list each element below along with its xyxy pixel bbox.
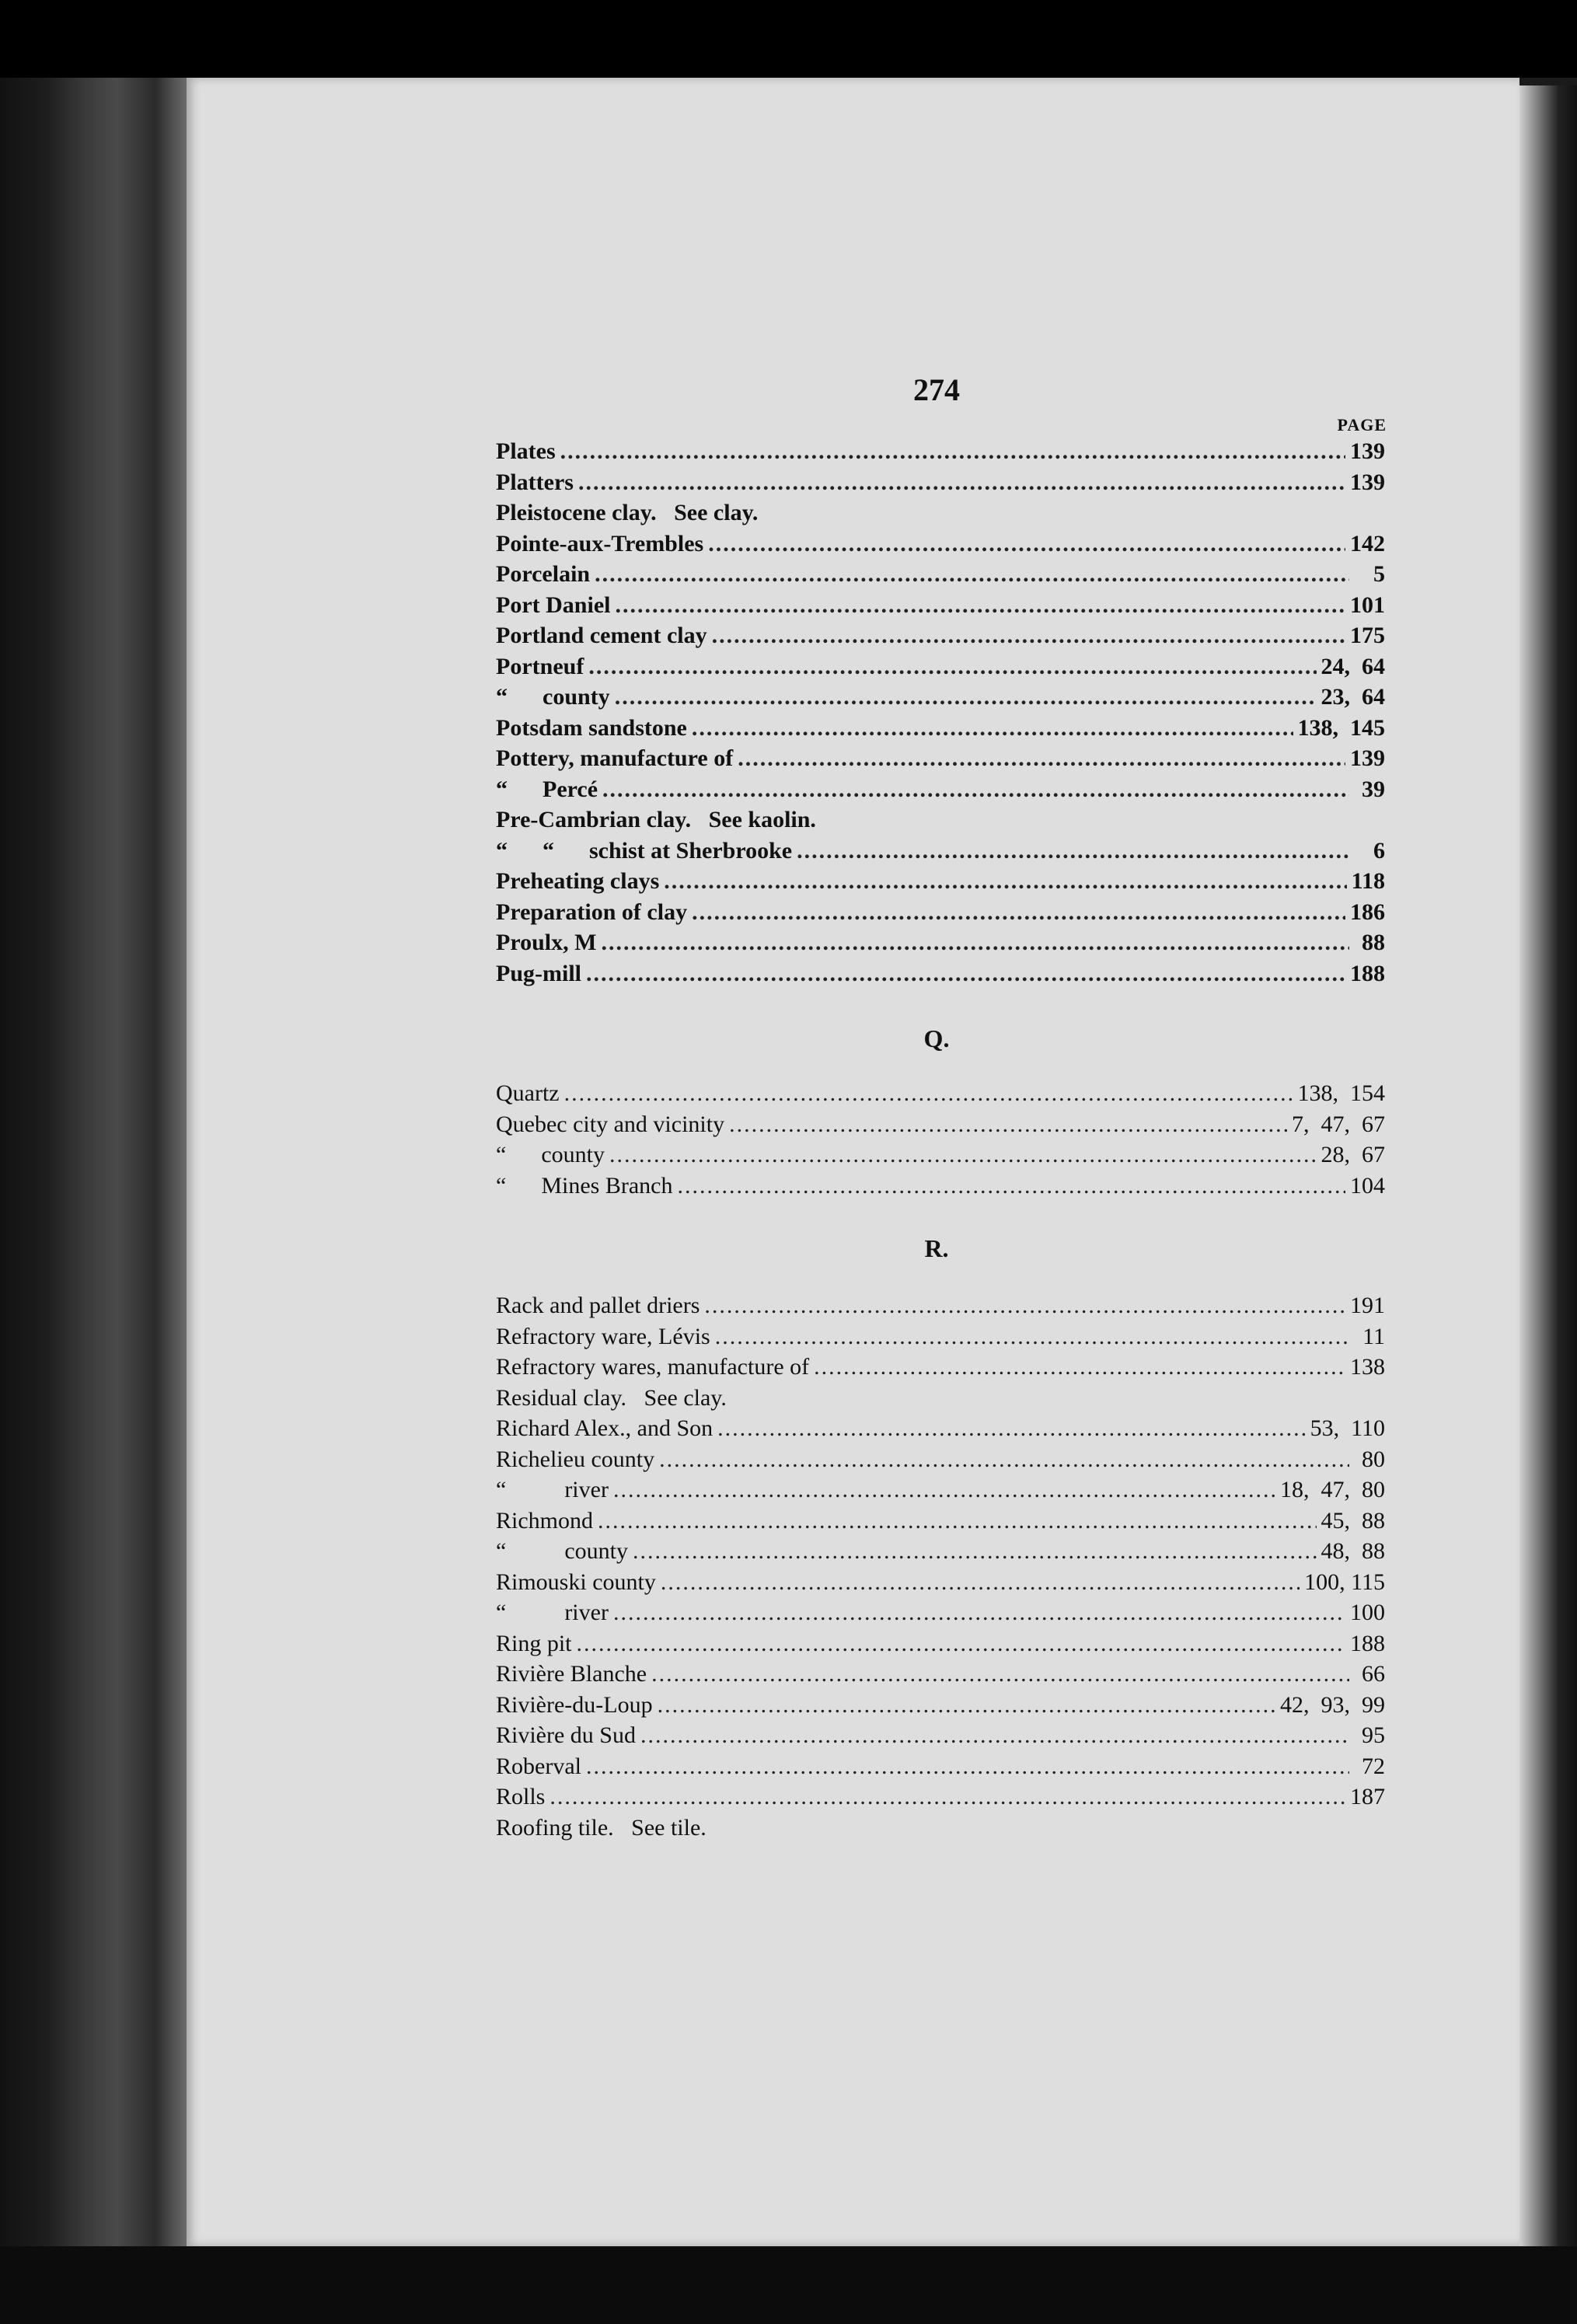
index-entry-term: Rimouski county — [496, 1569, 656, 1595]
index-entry-pages: 24, 64 — [1321, 653, 1385, 679]
index-entry-pages: 139 — [1350, 745, 1385, 771]
scan-background-bottom — [0, 2246, 1577, 2324]
dot-leader — [613, 1474, 1275, 1506]
index-entry-term: “ “ schist at Sherbrooke — [496, 837, 793, 864]
dot-leader — [692, 897, 1345, 928]
index-entry — [496, 620, 1390, 651]
index-section-r — [496, 1290, 1390, 1843]
dot-leader — [615, 590, 1345, 621]
index-entry — [496, 529, 1390, 560]
section-letter-q: Q. — [923, 1024, 950, 1052]
index-entry-term: Pug-mill — [496, 960, 581, 986]
dot-leader — [588, 651, 1316, 682]
index-entry — [496, 1751, 1390, 1782]
index-entry-pages: 187 — [1350, 1784, 1385, 1809]
dot-leader — [609, 1139, 1317, 1171]
index-entry-term: Port Daniel — [496, 591, 611, 618]
index-entry-term: Rolls — [496, 1784, 546, 1809]
index-entry — [496, 590, 1390, 621]
index-entry-term: Portneuf — [496, 653, 584, 679]
index-entry-term: Rivière Blanche — [496, 1661, 647, 1687]
index-entry-term: Portland cement clay — [496, 623, 707, 648]
index-entry — [496, 1171, 1390, 1202]
index-entry — [496, 1781, 1390, 1813]
dot-leader — [564, 1078, 1293, 1109]
scan-background-top — [0, 0, 1577, 78]
index-entry-term: “ Mines Branch — [496, 1172, 673, 1199]
dot-leader — [704, 1290, 1345, 1321]
page-number: 274 — [913, 372, 960, 407]
dot-leader — [797, 836, 1349, 867]
dot-leader — [601, 927, 1349, 958]
index-entry — [496, 436, 1390, 467]
dot-leader — [658, 1690, 1275, 1721]
dot-leader — [640, 1720, 1349, 1751]
index-entry-pages: 53, 110 — [1310, 1415, 1385, 1441]
index-entry-term: Preheating clays — [496, 868, 660, 894]
index-entry-pages: 191 — [1350, 1293, 1385, 1318]
dot-leader — [615, 682, 1317, 713]
index-entry — [496, 866, 1390, 897]
index-entry-term: Pre-Cambrian clay. See kaolin. — [496, 807, 816, 832]
index-entry — [496, 1567, 1390, 1598]
index-entry-term: “ county — [496, 1538, 628, 1564]
index-entry-term: Pleistocene clay. See clay. — [496, 500, 759, 525]
index-entry — [496, 804, 1390, 836]
index-entry — [496, 1139, 1390, 1171]
index-entry-pages: 5 — [1373, 561, 1385, 587]
index-entry-term: “ river — [496, 1477, 609, 1502]
index-entry-pages: 100 — [1350, 1600, 1385, 1625]
index-entry — [496, 1720, 1390, 1751]
index-entry-term: Quartz — [496, 1080, 560, 1106]
index-entry-pages: 100, 115 — [1304, 1569, 1385, 1595]
index-entry — [496, 1506, 1390, 1537]
index-entry-pages: 48, 88 — [1321, 1538, 1385, 1564]
index-entry-term: “ county — [496, 684, 610, 710]
index-entry-term: Platters — [496, 469, 574, 495]
dot-leader — [586, 1751, 1349, 1782]
dot-leader — [598, 1506, 1317, 1537]
index-entry-pages: 88 — [1362, 930, 1385, 955]
index-entry-pages: 23, 64 — [1321, 684, 1385, 710]
index-entry — [496, 1109, 1390, 1140]
dot-leader — [738, 743, 1345, 774]
dot-leader — [715, 1321, 1349, 1352]
index-entry — [496, 1383, 1390, 1414]
index-entry — [496, 1536, 1390, 1567]
index-entry-pages: 11 — [1362, 1323, 1385, 1349]
index-entry-pages: 118 — [1351, 868, 1385, 894]
index-entry-pages: 188 — [1350, 960, 1385, 986]
dot-leader — [659, 1444, 1349, 1475]
index-entry — [496, 1659, 1390, 1690]
index-entry — [496, 1290, 1390, 1321]
index-entry — [496, 927, 1390, 958]
index-entry-pages: 80 — [1362, 1446, 1385, 1472]
index-entry — [496, 467, 1390, 498]
dot-leader — [664, 866, 1346, 897]
index-entry-term: Richmond — [496, 1507, 593, 1534]
index-entry-term: Residual clay. See clay. — [496, 1384, 727, 1411]
index-entry-pages: 186 — [1350, 899, 1385, 925]
section-letter-r: R. — [924, 1234, 949, 1262]
index-entry-pages: 72 — [1362, 1753, 1385, 1779]
index-entry-pages: 28, 67 — [1321, 1142, 1385, 1167]
page-column-header: PAGE — [1337, 415, 1387, 434]
dot-leader — [712, 620, 1345, 651]
dot-leader — [661, 1567, 1300, 1598]
index-entry — [496, 1321, 1390, 1352]
index-entry — [496, 774, 1390, 805]
index-entry — [496, 559, 1390, 590]
index-entry-term: Potsdam sandstone — [496, 714, 687, 741]
index-entry — [496, 1352, 1390, 1383]
dot-leader — [717, 1413, 1305, 1444]
dot-leader — [578, 467, 1345, 498]
index-entry — [496, 836, 1390, 867]
index-entry-pages: 42, 93, 99 — [1280, 1691, 1385, 1718]
index-entry-pages: 139 — [1350, 438, 1385, 464]
index-entry-term: Pointe-aux-Trembles — [496, 530, 704, 557]
index-entry — [496, 958, 1390, 989]
index-entry-pages: 18, 47, 80 — [1280, 1477, 1385, 1502]
dot-leader — [550, 1781, 1345, 1813]
index-entry-term: Quebec city and vicinity — [496, 1111, 725, 1137]
index-entry — [496, 1474, 1390, 1506]
index-entry-pages: 66 — [1362, 1661, 1385, 1687]
dot-leader — [602, 774, 1349, 805]
index-entry-term: “ county — [496, 1142, 605, 1167]
index-entry-term: “ Percé — [496, 776, 598, 802]
index-entry — [496, 1690, 1390, 1721]
index-entry-pages: 6 — [1373, 837, 1385, 864]
dot-leader — [586, 958, 1345, 989]
index-entry-term: Rivière-du-Loup — [496, 1691, 653, 1718]
index-entry-term: Refractory ware, Lévis — [496, 1323, 710, 1349]
dot-leader — [613, 1597, 1345, 1628]
index-entry — [496, 1813, 1390, 1844]
index-section-p — [496, 436, 1390, 989]
index-entry — [496, 1597, 1390, 1628]
dot-leader — [595, 559, 1349, 590]
index-entry-pages: 104 — [1350, 1172, 1385, 1199]
index-entry-term: Plates — [496, 438, 556, 464]
dot-leader — [814, 1352, 1345, 1383]
index-entry-term: Ring pit — [496, 1630, 572, 1656]
dot-leader — [560, 436, 1345, 467]
dot-leader — [729, 1109, 1287, 1140]
index-section-q — [496, 1078, 1390, 1201]
index-entry-term: Pottery, manufacture of — [496, 745, 734, 771]
index-entry — [496, 682, 1390, 713]
index-entry-pages: 45, 88 — [1321, 1507, 1385, 1534]
dot-leader — [708, 529, 1345, 560]
index-entry — [496, 713, 1390, 744]
index-entry-pages: 142 — [1350, 530, 1385, 557]
index-entry-pages: 175 — [1350, 623, 1385, 648]
index-entry — [496, 1078, 1390, 1109]
index-entry — [496, 897, 1390, 928]
index-entry — [496, 497, 1390, 529]
index-entry-term: “ river — [496, 1600, 609, 1625]
index-entry — [496, 1628, 1390, 1659]
index-entry-pages: 138, 154 — [1297, 1080, 1385, 1106]
index-entry — [496, 1444, 1390, 1475]
index-entry-pages: 138 — [1350, 1354, 1385, 1380]
page-right-edge — [1519, 85, 1577, 2262]
index-entry-pages: 7, 47, 67 — [1292, 1111, 1385, 1137]
index-entry — [496, 651, 1390, 682]
dot-leader — [633, 1536, 1317, 1567]
index-entry-term: Richard Alex., and Son — [496, 1415, 713, 1441]
dot-leader — [677, 1171, 1345, 1202]
index-entry-term: Proulx, M — [496, 930, 597, 955]
dot-leader — [692, 713, 1293, 744]
index-entry-pages: 139 — [1350, 469, 1385, 495]
index-entry-term: Preparation of clay — [496, 899, 688, 925]
index-entry-term: Refractory wares, manufacture of — [496, 1354, 810, 1380]
book-spine — [0, 78, 194, 2324]
index-entry-term: Roberval — [496, 1753, 581, 1779]
index-entry — [496, 743, 1390, 774]
index-entry-term: Richelieu county — [496, 1446, 655, 1472]
index-entry-pages: 138, 145 — [1297, 714, 1385, 741]
index-entry-pages: 95 — [1362, 1722, 1385, 1748]
index-entry-pages: 39 — [1362, 776, 1385, 802]
index-entry-pages: 188 — [1350, 1630, 1385, 1656]
index-entry-term: Porcelain — [496, 561, 591, 587]
index-entry-pages: 101 — [1350, 591, 1385, 618]
index-entry — [496, 1413, 1390, 1444]
dot-leader — [651, 1659, 1349, 1690]
index-entry-term: Rivière du Sud — [496, 1722, 636, 1748]
index-entry-term: Rack and pallet driers — [496, 1293, 700, 1318]
dot-leader — [577, 1628, 1345, 1659]
index-entry-term: Roofing tile. See tile. — [496, 1814, 707, 1841]
